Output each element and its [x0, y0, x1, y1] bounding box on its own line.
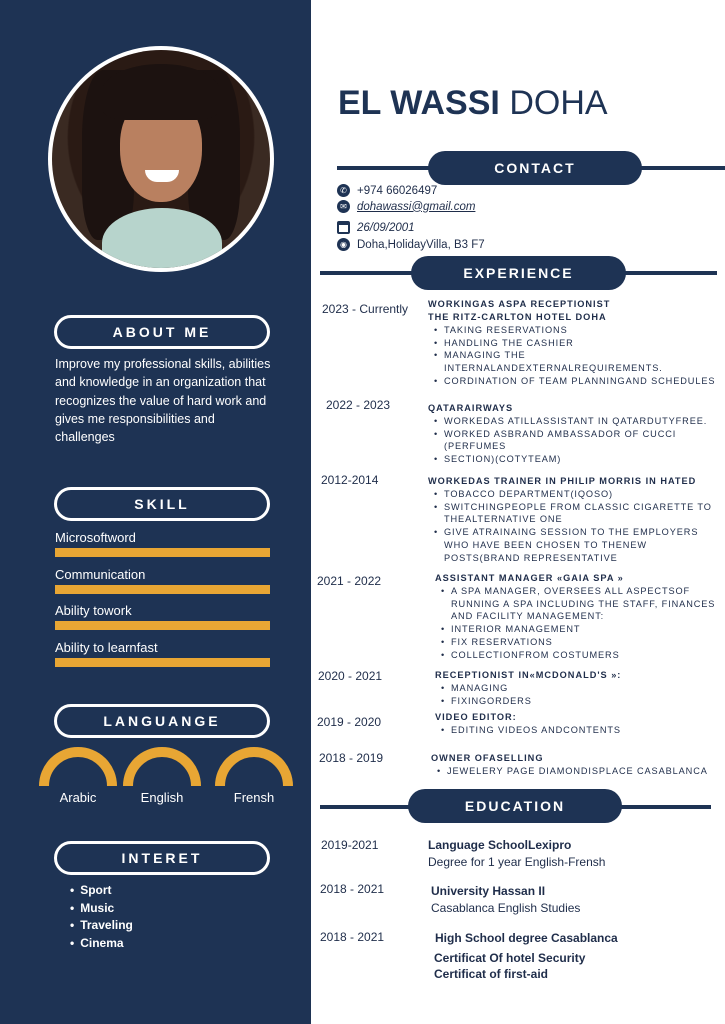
phone-text: +974 66026497 — [357, 184, 438, 197]
interest-item: • Sport — [70, 882, 133, 900]
language-item — [214, 746, 294, 805]
language-label: Arabic — [59, 790, 97, 805]
experience-bullet: • CORDINATION OF TEAM PLANNINGAND SCHEDULES — [428, 375, 725, 388]
experience-date: 2018 - 2019 — [319, 751, 384, 765]
skill-bar — [55, 548, 270, 557]
education-title: Language SchoolLexipro — [428, 838, 572, 852]
experience-entry — [435, 572, 725, 661]
experience-bullet: • WORKED ASBRAND AMBASSADOR OF CUCCI (PERFUMES — [428, 428, 713, 453]
experience-bullet: • EDITING VIDEOS ANDCONTENTS — [435, 724, 725, 737]
profile-photo — [48, 46, 274, 272]
experience-date: 2019 - 2020 — [317, 715, 382, 729]
experience-entry — [428, 475, 720, 564]
language-arc-icon — [122, 746, 202, 786]
contact-birthdate — [337, 221, 415, 234]
skill-label: Ability towork — [55, 603, 132, 618]
experience-title: VIDEO EDITOR: — [435, 712, 517, 722]
about-text: Improve my professional skills, abilities and knowledge in an organization that recognizes the value of hard work and gives me responsibilities and challenges — [55, 357, 271, 445]
experience-bullet: • MANAGING THE INTERNALANDEXTERNALREQUIREMENTS. — [428, 349, 684, 374]
experience-bullet: • COLLECTIONFROM COSTUMERS — [435, 649, 725, 662]
first-name: EL WASSI — [338, 84, 500, 122]
profile-photo-image — [52, 50, 270, 268]
skill-heading: SKILL — [54, 487, 270, 521]
experience-bullet: • SECTION)(COTYTEAM) — [428, 453, 725, 466]
birthdate-text: 26/09/2001 — [357, 221, 415, 234]
education-date: 2019-2021 — [321, 838, 379, 852]
education-title: High School degree Casablanca — [435, 931, 618, 945]
experience-title: RECEPTIONIST IN«MCDONALD'S »: — [435, 670, 622, 680]
experience-title: ASSISTANT MANAGER «GAIA SPA » — [435, 573, 624, 583]
experience-bullet: • TOBACCO DEPARTMENT(IQOSO) — [428, 488, 720, 501]
education-heading: EDUCATION — [408, 789, 622, 823]
phone-icon: ✆ — [337, 184, 350, 197]
page-title — [338, 84, 608, 123]
calendar-icon — [337, 221, 350, 234]
location-pin-icon: ◉ — [337, 238, 350, 251]
skill-item — [55, 530, 270, 557]
experience-bullet: • GIVE ATRAINAING SESSION TO THE EMPLOYERS WHO HAVE BEEN CHOSEN TO THENEW POSTS(BRAND REPRESENTATIVE — [428, 526, 720, 564]
contact-phone — [337, 184, 437, 197]
education-certificate: Certificat of first-aid — [434, 967, 549, 981]
about-heading: ABOUT ME — [54, 315, 270, 349]
experience-bullet: • SWITCHINGPEOPLE FROM CLASSIC CIGARETTE TO THEALTERNATIVE ONE — [428, 501, 720, 526]
education-subtitle: Casablanca English Studies — [431, 901, 581, 915]
experience-entry — [428, 402, 725, 466]
language-heading: LANGUANGE — [54, 704, 270, 738]
last-name: DOHA — [509, 84, 608, 122]
interest-list — [70, 882, 133, 952]
skill-item — [55, 640, 270, 667]
experience-title: WORKEDAS TRAINER IN PHILIP MORRIS IN HATED — [428, 476, 697, 486]
experience-date: 2023 - Currently — [322, 302, 409, 316]
experience-date: 2012-2014 — [321, 473, 379, 487]
experience-date: 2021 - 2022 — [317, 574, 382, 588]
skill-bar — [55, 585, 270, 594]
sidebar — [0, 0, 311, 1024]
contact-email — [337, 200, 475, 213]
skill-bar — [55, 658, 270, 667]
contact-address — [337, 238, 485, 251]
language-item — [38, 746, 118, 805]
education-certificate: Certificat Of hotel Security — [434, 951, 586, 965]
interest-item: • Traveling — [70, 917, 133, 935]
experience-bullet: • WORKEDAS ATILLASSISTANT IN QATARDUTYFREE. — [428, 415, 725, 428]
skill-label: Microsoftword — [55, 530, 136, 545]
email-icon: ✉ — [337, 200, 350, 213]
language-arc-icon — [214, 746, 294, 786]
experience-date: 2022 - 2023 — [326, 398, 391, 412]
education-title: University Hassan II — [431, 884, 546, 898]
experience-bullet: • FIXINGORDERS — [435, 695, 725, 708]
skill-item — [55, 567, 270, 594]
experience-bullet: • TAKING RESERVATIONS — [428, 324, 725, 337]
skill-item — [55, 603, 270, 630]
experience-company: THE RITZ-CARLTON HOTEL DOHA — [428, 312, 607, 322]
experience-bullet: • A SPA MANAGER, OVERSEES ALL ASPECTSOF RUNNING A SPA INCLUDING THE STAFF, FINANCES AND FACILITY MANAGEMENT: — [435, 585, 725, 623]
language-item — [122, 746, 202, 805]
experience-heading: EXPERIENCE — [411, 256, 626, 290]
language-arc-icon — [38, 746, 118, 786]
experience-date: 2020 - 2021 — [318, 669, 383, 683]
experience-title: WORKINGAS ASPA RECEPTIONIST — [428, 299, 611, 309]
skill-bar — [55, 621, 270, 630]
experience-bullet: • HANDLING THE CASHIER — [428, 337, 725, 350]
language-label: Frensh — [233, 790, 275, 805]
experience-entry — [431, 752, 725, 778]
experience-company: QATARAIRWAYS — [428, 403, 514, 413]
experience-bullet: • FIX RESERVATIONS — [435, 636, 725, 649]
address-text: Doha,HolidayVilla, B3 F7 — [357, 238, 485, 251]
skill-label: Ability to learnfast — [55, 640, 158, 655]
experience-bullet: • MANAGING — [435, 682, 725, 695]
experience-entry — [428, 298, 725, 388]
language-label: English — [140, 790, 184, 805]
education-subtitle: Degree for 1 year English-Frensh — [428, 855, 606, 869]
experience-entry — [435, 711, 725, 737]
experience-bullet: • INTERIOR MANAGEMENT — [435, 623, 725, 636]
education-date: 2018 - 2021 — [320, 882, 385, 896]
interest-heading: INTERET — [54, 841, 270, 875]
contact-heading: CONTACT — [428, 151, 642, 185]
experience-entry — [435, 669, 725, 707]
skill-label: Communication — [55, 567, 146, 582]
education-date: 2018 - 2021 — [320, 930, 385, 944]
experience-title: OWNER OFASELLING — [431, 753, 544, 763]
interest-item: • Music — [70, 900, 133, 918]
email-link[interactable]: dohawassi@gmail.com — [357, 200, 476, 213]
interest-item: • Cinema — [70, 935, 133, 953]
experience-bullet: • JEWELERY PAGE DIAMONDISPLACE CASABLANCA — [431, 765, 725, 778]
